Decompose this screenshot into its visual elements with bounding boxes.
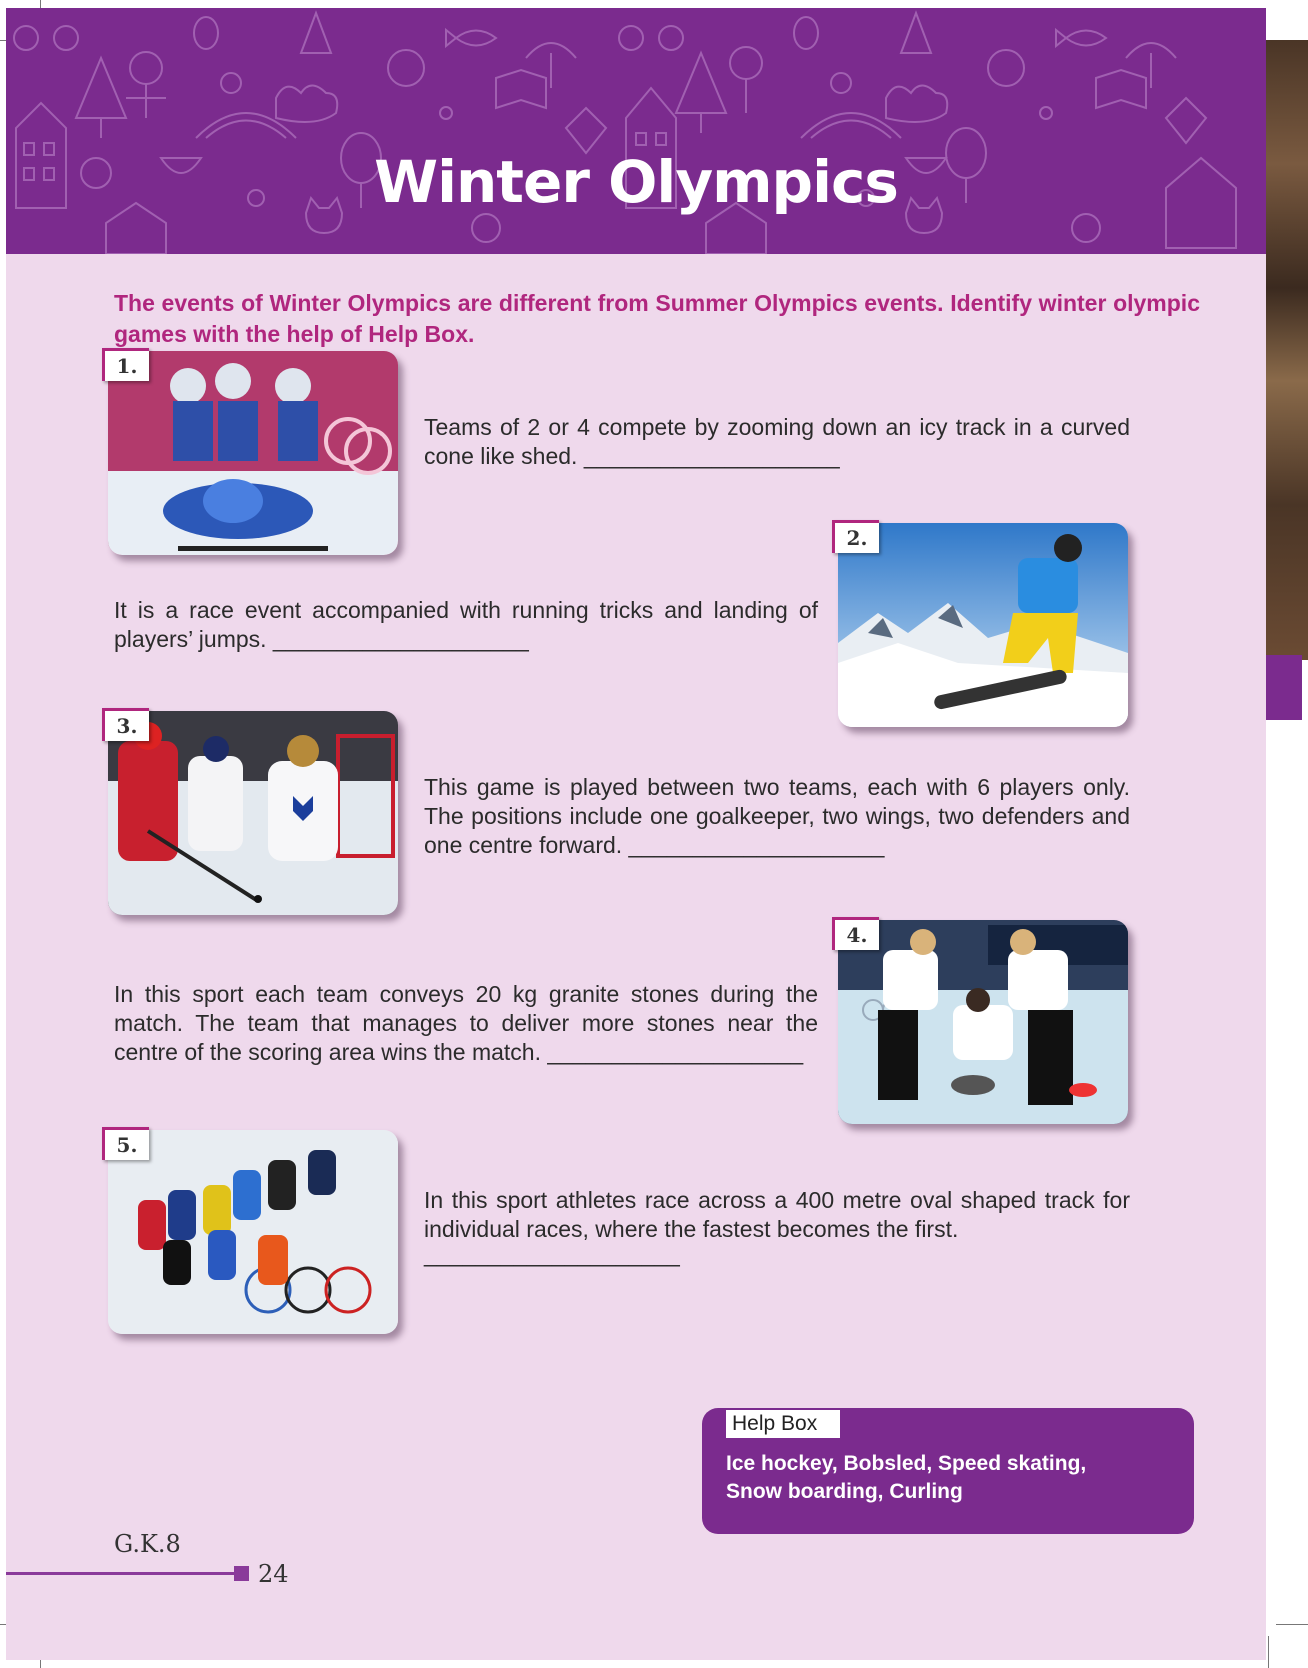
question-5-text: In this sport athletes race across a 400 metre oval shaped track for individual races, where the fastest becomes the first. — [424, 1187, 1130, 1242]
question-number: 4. — [832, 917, 879, 950]
help-box-label: Help Box — [726, 1410, 840, 1438]
curling-photo — [838, 920, 1128, 1124]
page-edge-tab — [1266, 655, 1302, 720]
header-banner — [6, 8, 1266, 254]
question-number: 1. — [102, 348, 149, 381]
speed-skating-photo — [108, 1130, 398, 1334]
question-4-text: In this sport each team conveys 20 kg granite stones during the match. The team that manages to deliver more stones near the centre of the scoring area wins the match. ____________________ — [114, 981, 818, 1065]
book-code: G.K.8 — [114, 1530, 181, 1558]
crop-mark — [1268, 1636, 1269, 1668]
question-number: 3. — [102, 708, 149, 741]
page-title: Winter Olympics — [374, 148, 898, 216]
bobsled-photo — [108, 351, 398, 555]
answer-blank: ____________________ — [424, 1241, 680, 1267]
question-1-text: Teams of 2 or 4 compete by zooming down an icy track in a curved cone like shed. ____________________ — [424, 414, 1130, 469]
question-number: 5. — [102, 1127, 149, 1160]
footer-square-icon — [234, 1566, 249, 1581]
help-box-text: Ice hockey, Bobsled, Speed skating, Snow boarding, Curling — [726, 1452, 1087, 1503]
ice-hockey-photo — [108, 711, 398, 915]
doodle-pattern-icon — [6, 8, 1266, 254]
page-number: 24 — [258, 1560, 289, 1588]
crop-mark — [1276, 1624, 1308, 1625]
instructions: The events of Winter Olympics are different from Summer Olympics events. Identify winter olympic games with the help of Help Box. — [114, 290, 1200, 347]
snowboarding-photo — [838, 523, 1128, 727]
footer-rule — [6, 1572, 234, 1575]
question-3-text: This game is played between two teams, each with 6 players only. The positions include one goalkeeper, two wings, two defenders and one centre forward. ____________________ — [424, 774, 1130, 858]
page-edge-strip — [1266, 40, 1308, 660]
question-2-text: It is a race event accompanied with running tricks and landing of players’ jumps. ____________________ — [114, 597, 818, 652]
worksheet-page — [6, 8, 1266, 1660]
question-number: 2. — [832, 520, 879, 553]
